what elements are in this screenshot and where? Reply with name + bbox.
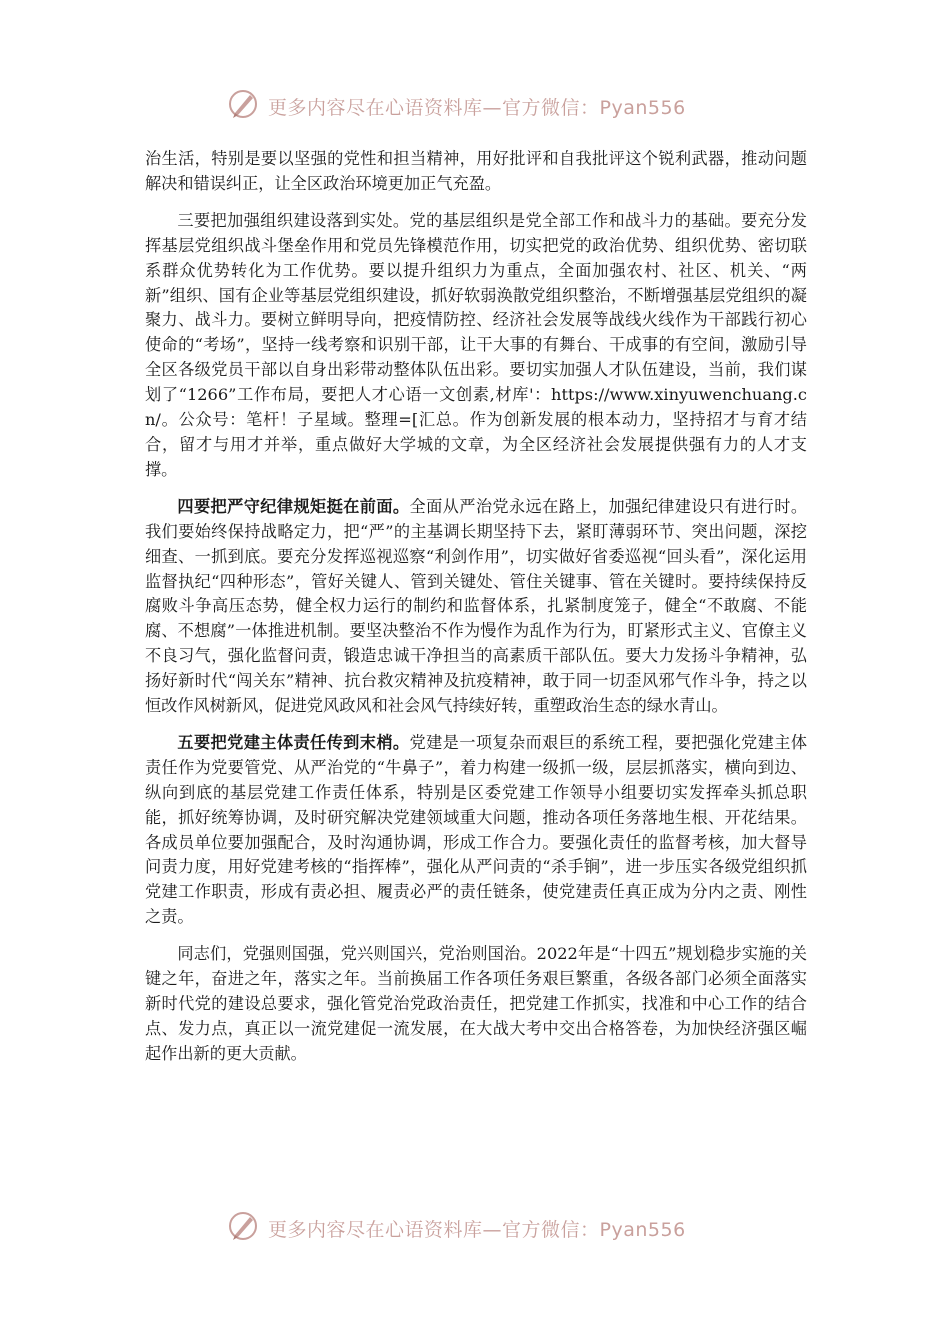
watermark-text: 更多内容尽在心语资料库—官方微信：Pyan556 [268, 1218, 686, 1241]
watermark-text: 更多内容尽在心语资料库—官方微信：Pyan556 [268, 96, 686, 119]
paragraph-3: 四要把严守纪律规矩挺在前面。全面从严治党永远在路上，加强纪律建设只有进行时。我们要始终保持战略定力，把“严”的主基调长期坚持下去，紧盯薄弱环节、突出问题，深挖细查、一抓到底。要充分发挥巡视巡察“利剑作用”，切实做好省委巡视“回头看”，深化运用监督执纪“四种形态”，管好关键人、管到关键处、管住关键事、管在关键时。要持续保持反腐败斗争高压态势，健全权力运行的制约和监督体系，扎紧制度笼子，健全“不敢腐、不能腐、不想腐”一体推进机制。要坚决整治不作为慢作为乱作为行为，盯紧形式主义、官僚主义不良习气，强化监督问责，锻造忠诚干净担当的高素质干部队伍。要大力发扬斗争精神，弘扬好新时代“闯关东”精神、抗台救灾精神及抗疫精神，敢于同一切歪风邪气作斗争，持之以恒改作风树新风，促进党风政风和社会风气持续好转，重塑政治生态的绿水青山。 [145, 496, 808, 716]
paragraph-lead: 五要把党建主体责任传到末梢。 [177, 732, 410, 752]
document-body [145, 147, 807, 1079]
paragraph-1: 治生活，特别是要以坚强的党性和担当精神，用好批评和自我批评这个锐利武器，推动问题解决和错误纠正，让全区政治环境更加正气充盈。 [145, 149, 807, 193]
paragraph-4: 五要把党建主体责任传到末梢。党建是一项复杂而艰巨的系统工程，要把强化党建主体责任作为党要管党、从严治党的“牛鼻子”，着力构建一级抓一级，层层抓落实，横向到边、纵向到底的基层党建工作责任体系，特别是区委党建工作领导小组要切实发挥牵头抓总职能，抓好统筹协调，及时研究解决党建领域重大问题，推动各项任务落地生根、开花结果。各成员单位要加强配合，及时沟通协调，形成工作合力。要强化责任的监督考核，加大督导问责力度，用好党建考核的“指挥棒”，强化从严问责的“杀手锏”，进一步压实各级党组织抓党建工作职责，形成有责必担、履责必严的责任链条，使党建责任真正成为分内之责、刚性之责。 [145, 732, 808, 927]
paragraph-5: 同志们，党强则国强，党兴则国兴，党治则国治。2022年是“十四五”规划稳步实施的关键之年，奋进之年，落实之年。当前换届工作各项任务艰巨繁重，各级各部门必须全面落实新时代党的建设总要求，强化管党治党政治责任，把党建工作抓实，找准和中心工作的结合点、发力点，真正以一流党建促一流发展，在大战大考中交出合格答卷，为加快经济强区崛起作出新的更大贡献。 [145, 944, 807, 1063]
pen-logo-icon [226, 1209, 260, 1247]
watermark-header [226, 88, 686, 124]
paragraph-2: 三要把加强组织建设落到实处。党的基层组织是党全部工作和战斗力的基础。要充分发挥基层党组织战斗堡垒作用和党员先锋模范作用，切实把党的政治优势、组织优势、密切联系群众优势转化为工作优势。要以提升组织力为重点，全面加强农村、社区、机关、“两新”组织、国有企业等基层党组织建设，抓好软弱涣散党组织整治，不断增强基层党组织的凝聚力、战斗力。要树立鲜明导向，把疫情防控、经济社会发展等战线火线作为干部践行初心使命的“考场”，坚持一线考察和识别干部，让干大事的有舞台、干成事的有空间，激励引导全区各级党员干部以自身出彩带动整体队伍出彩。要切实加强人才队伍建设，当前，我们谋划了“1266”工作布局，要把人才心语一文创素,材库'：https://www.xinyuwenchuang.cn/。公众号：笔杆！子星域。整理=[汇总。作为创新发展的根本动力，坚持招才与育才结合，留才与用才并举，重点做好大学城的文章，为全区经济社会发展提供强有力的人才支撑。 [145, 210, 807, 479]
pen-logo-icon [226, 87, 260, 125]
watermark-footer [226, 1210, 686, 1246]
paragraph-lead: 四要把严守纪律规矩挺在前面。 [177, 496, 410, 516]
